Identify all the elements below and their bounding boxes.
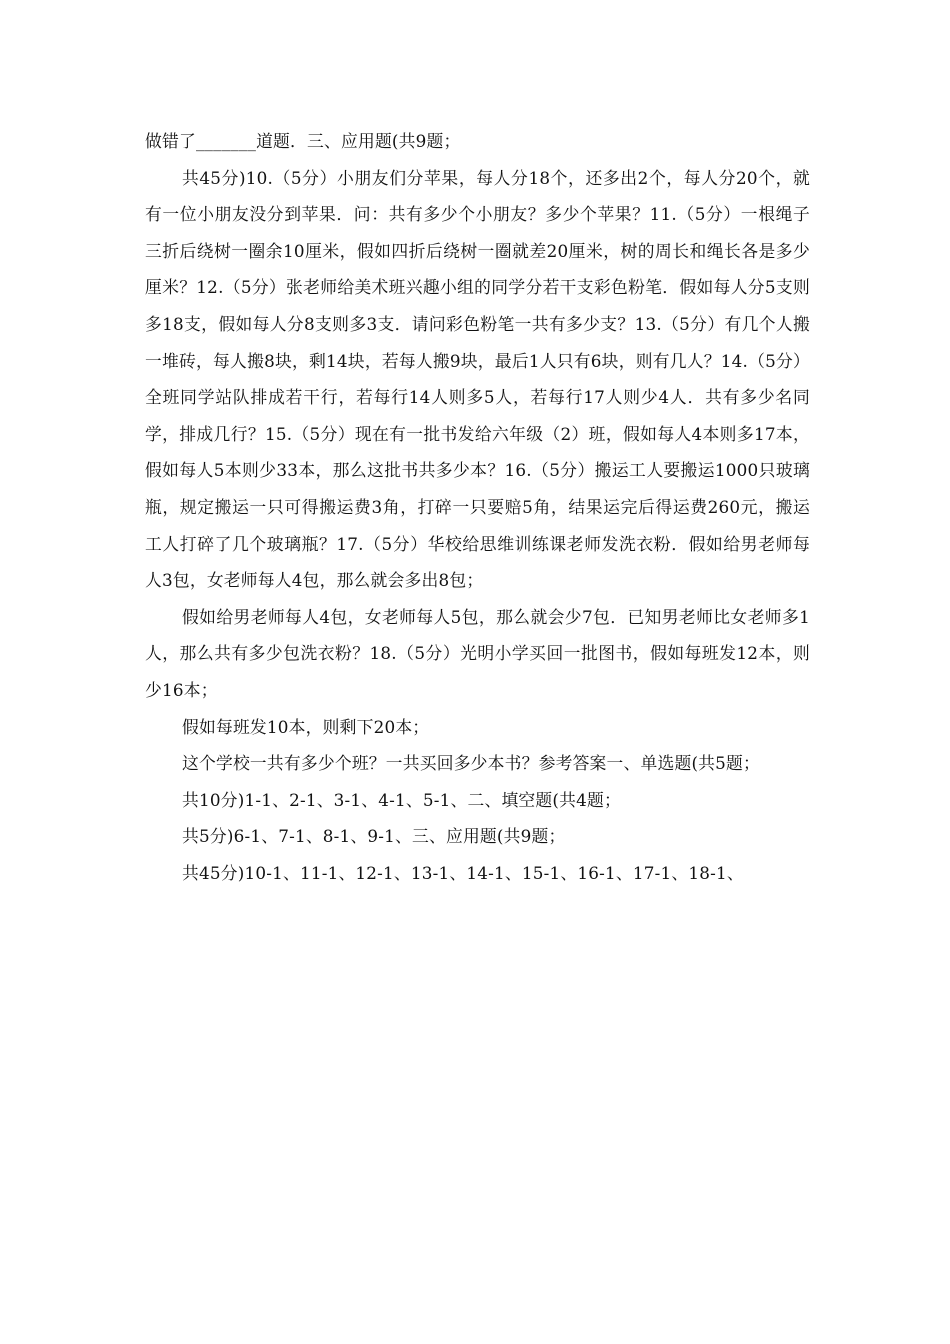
paragraph-answer-key-section-1: 共10分)1-1、2-1、3-1、4-1、5-1、二、填空题(共4题； [182, 789, 621, 810]
paragraph-answer-key-section-3: 共45分)10-1、11-1、12-1、13-1、14-1、15-1、16-1、17-1、18-1、 [182, 862, 744, 883]
paragraph-word-problems: 共45分)10.（5分）小朋友们分苹果，每人分18个，还多出2个，每人分20个，就有一位小朋友没分到苹果．问：共有多少个小朋友？多少个苹果？11.（5分）一根绳子三折后绕树一圈余10厘米，假如四折后绕树一圈就差20厘米，树的周长和绳长各是多少厘米？12.（5分）张老师给美术班兴趣小组的同学分若干支彩色粉笔．假如每人分5支则多18支，假如每人分8支则多3支．请问彩色粉笔一共有多少支？13.（5分）有几个人搬一堆砖，每人搬8块，剩14块，若每人搬9块，最后1人只有6块，则有几人？14.（5分）全班同学站队排成若干行，若每行14人则多5人，若每行17人则少4人．共有多少名同学，排成几行？15.（5分）现在有一批书发给六年级（2）班，假如每人4本则多17本，假如每人5本则少33本，那么这批书共多少本？16.（5分）搬运工人要搬运1000只玻璃瓶，规定搬运一只可得搬运费3角，打碎一只要赔5角，结果运完后得运费260元，搬运工人打碎了几个玻璃瓶？17.（5分）华校给思维训练课老师发洗衣粉．假如给男老师每人3包，女老师每人4包，那么就会多出8包； [145, 167, 810, 591]
paragraph-answer-key-heading: 这个学校一共有多少个班？一共买回多少本书？参考答案一、单选题(共5题； [182, 753, 761, 774]
paragraph-problem-18-condition: 假如每班发10本，则剩下20本； [182, 716, 430, 737]
paragraph-problem-17-18: 假如给男老师每人4包，女老师每人5包，那么就会少7包．已知男老师比女老师多1人，那么共有多少包洗衣粉？18.（5分）光明小学买回一批图书，假如每班发12本，则少16本； [145, 606, 810, 700]
document-body [145, 123, 810, 891]
paragraph-fill-blank-tail: 做错了_______道题．三、应用题(共9题； [145, 131, 461, 151]
paragraph-answer-key-section-2: 共5分)6-1、7-1、8-1、9-1、三、应用题(共9题； [182, 826, 566, 847]
